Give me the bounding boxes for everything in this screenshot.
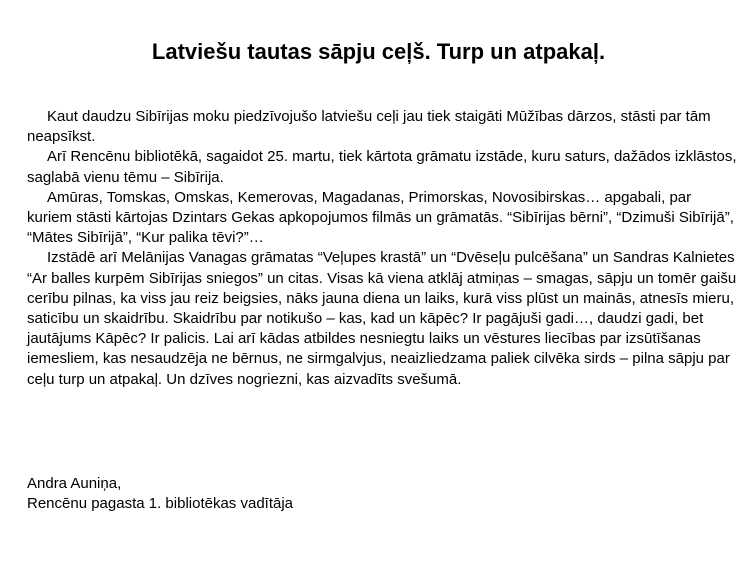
paragraph-regions: Amūras, Tomskas, Omskas, Kemerovas, Magadanas, Primorskas, Novosibirskas… apgabali, par kuriem stāsti kārtojas Dzintars Gekas apkopojumos filmās un grāmatās. “Sibīrijas bērni”, “Dzimuši Sibīrijā”, “Mātes Sibīrijā”, “Kur palika tēvi?”… [27, 188, 734, 247]
paragraph-books: Izstādē arī Melānijas Vanagas grāmatas “Veļupes krastā” un “Dvēseļu pulcēšana” un Sandras Kalnietes “Ar balles kurpēm Sibīrijas sniegos” un citas. Visas kā viena atklāj atmiņas – smagas, sāpju un tomēr gaišu cerību pilnas, ka viss jau reiz beigsies, nāks jauna diena un laiks, kurā viss plūst un mainās, atnesīs mieru, saticību un skaidrību. Skaidrību par notikušo – kas, kad un kāpēc? Ir pagājuši gadi…, daudzi gadi, bet jautājums Kāpēc? Ir palicis. Lai arī kādas atbildes nesniegtu laiks un vēstures liecības par izsūtīšanas iemesliem, kas nesaudzēja ne bērnus, ne sirmgalvjus, neaizliedzama paliek cilvēka sirds – pilna sāpju par ceļu turp un atpakaļ. Un dzīves nogriezni, kas aizvadīts svešumā. [27, 249, 737, 388]
paragraph-intro: Kaut daudzu Sibīrijas moku piedzīvojušo latviešu ceļi jau tiek staigāti Mūžības dārzos, stāsti par tām neapsīkst. [27, 108, 711, 146]
document-body [27, 107, 739, 390]
author-name: Andra Auniņa, [27, 475, 122, 492]
document-title: Latviešu tautas sāpju ceļš. Turp un atpakaļ. [151, 39, 606, 64]
signature-block [27, 474, 527, 514]
author-position: Rencēnu pagasta 1. bibliotēkas vadītāja [27, 495, 294, 513]
paragraph-exhibition: Arī Rencēnu bibliotēkā, sagaidot 25. martu, tiek kārtota grāmatu izstāde, kuru saturs, dažādos izklāstos, saglabā vienu tēmu – Sibīrija. [27, 148, 737, 186]
